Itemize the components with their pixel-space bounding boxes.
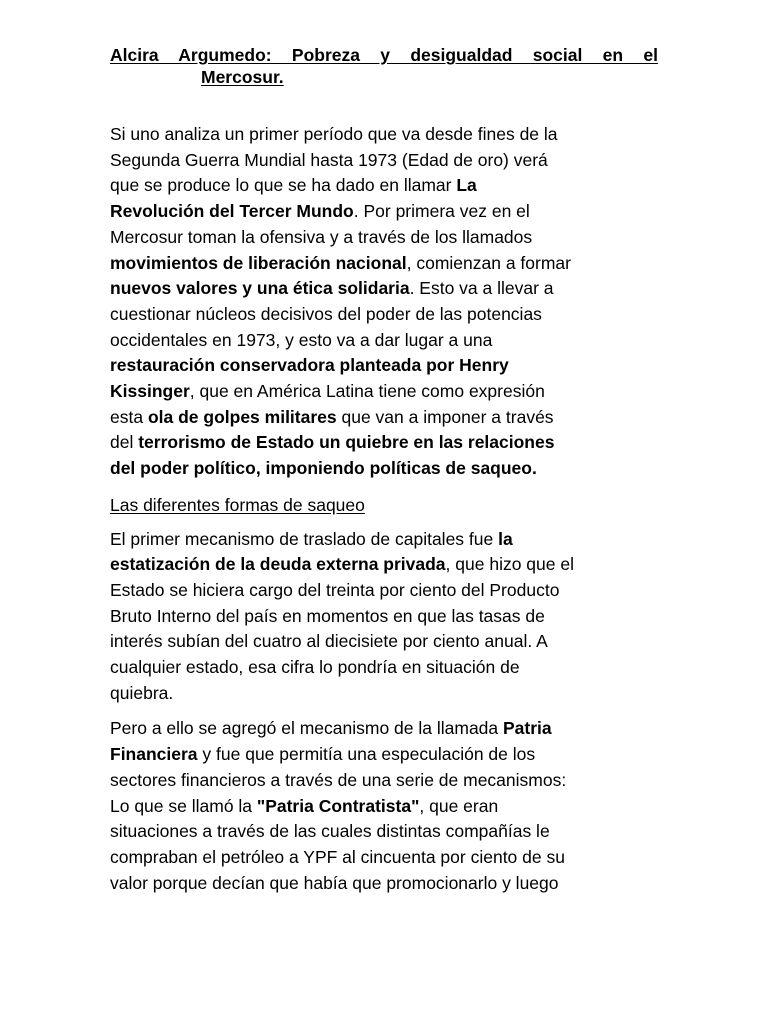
title-line-1: Alcira Argumedo: Pobreza y desigualdad social en el — [110, 45, 658, 65]
section-heading: Las diferentes formas de saqueo — [110, 494, 365, 515]
paragraph-patria-financiera: Pero a ello se agregó el mecanismo de la llamada Patria Financiera y fue que permitía una especulación de los sectores financieros a través de una serie de mecanismos: Lo que se llamó la "Patria Contratista", que eran situaciones a través de las cuales distintas compañías le compraban el petróleo a YPF al cincuenta por ciento de su valor porque decían que había que promocionarlo y luego — [110, 718, 567, 893]
paragraph-intro: Si uno analiza un primer período que va desde fines de la Segunda Guerra Mundial hasta 1973 (Edad de oro) verá que se produce lo que se ha dado en llamar La Revolución del Tercer Mundo. Por primera vez en el Mercosur toman la ofensiva y a través de los llamados movimientos de liberación nacional, comienzan a formar nuevos valores y una ética solidaria. Esto va a llevar a cuestionar núcleos decisivos del poder de las potencias occidentales en 1973, y esto va a dar lugar a una restauración conservadora planteada por Henry Kissinger, que en América Latina tiene como expresión esta ola de golpes militares que van a imponer a través del terrorismo de Estado un quiebre en las relaciones del poder político, imponiendo políticas de saqueo. — [110, 124, 571, 479]
title-line-2: Mercosur. — [201, 67, 284, 87]
document-title — [110, 44, 658, 88]
paragraph-first-mechanism: El primer mecanismo de traslado de capitales fue la estatización de la deuda externa privada, que hizo que el Estado se hiciera cargo del treinta por ciento del Producto Bruto Interno del país en momentos en que las tasas de interés subían del cuatro al diecisiete por ciento anual. A cualquier estado, esa cifra lo pondría en situación de quiebra. — [110, 528, 574, 703]
document-body — [110, 122, 670, 896]
